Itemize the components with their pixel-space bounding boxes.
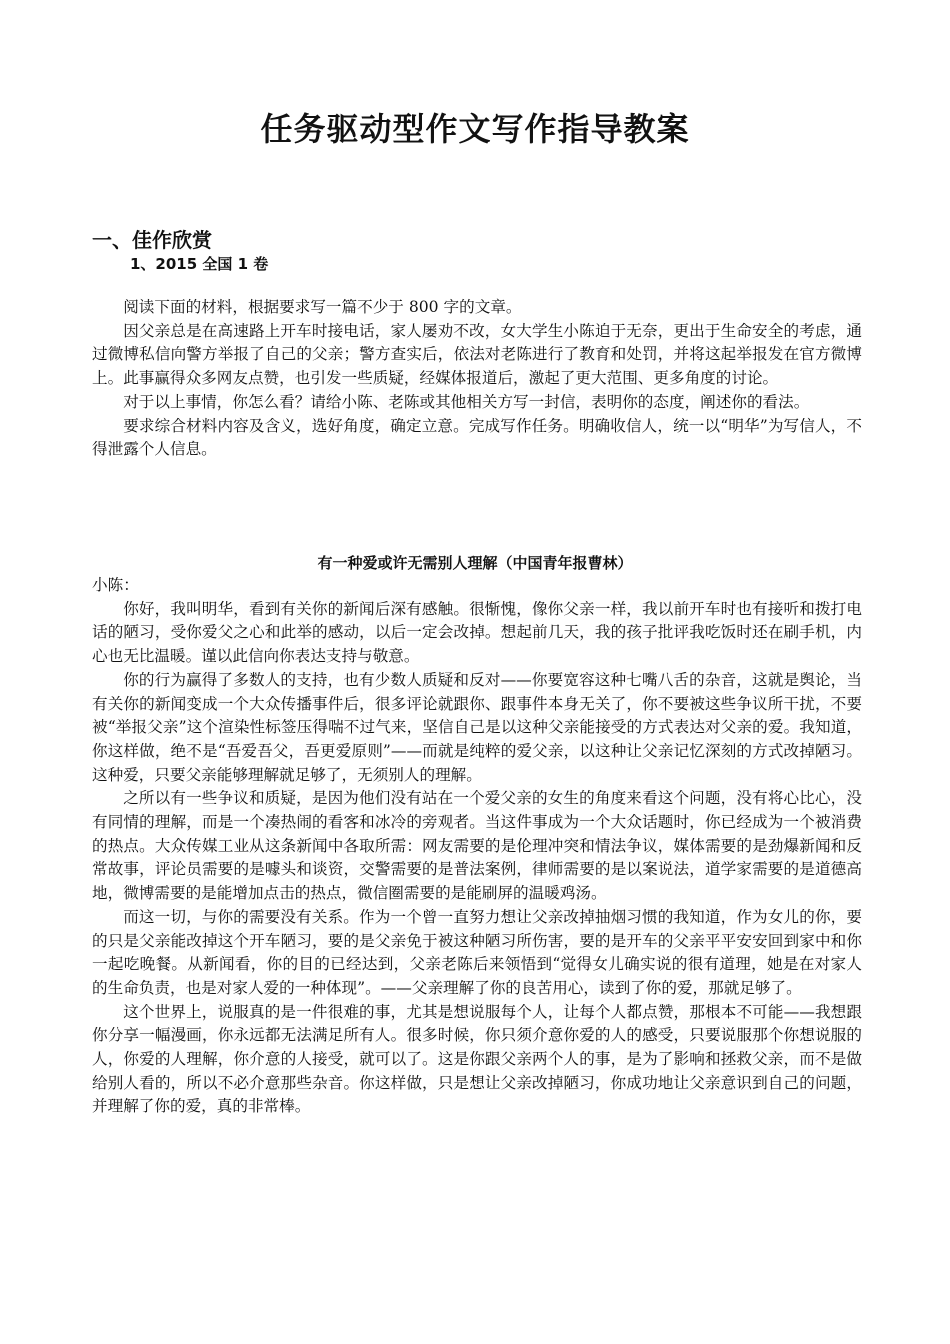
task-paragraph: 阅读下面的材料，根据要求写一篇不少于 800 字的文章。 xyxy=(123,298,522,316)
document-title: 任务驱动型作文写作指导教案 xyxy=(260,110,690,148)
letter-paragraph: 之所以有一些争议和质疑，是因为他们没有站在一个爱父亲的女生的角度来看这个问题，没有将心比心，没有同情的理解，而是一个凑热闹的看客和冰冷的旁观者。当这件事成为一个大众话题时，你已经成为一个被消费的热点。大众传媒工业从这条新闻中各取所需：网友需要的是伦理冲突和情法争议，媒体需要的是劲爆新闻和反常故事，评论员需要的是噱头和谈资，交警需要的是普法案例，律师需要的是以案说法，道学家需要的是道德高地，微博需要的是能增加点击的热点，微信圈需要的是能刷屏的温暖鸡汤。 xyxy=(92,789,862,903)
letter-paragraph: 你的行为赢得了多数人的支持，也有少数人质疑和反对——你要宽容这种七嘴八舌的杂音，这就是舆论，当有关你的新闻变成一个大众传播事件后，很多评论就跟你、跟事件本身无关了，你不要被这些争议所干扰，不要被“举报父亲”这个渲染性标签压得喘不过气来，坚信自己是以这种父亲能接受的方式表达对父亲的爱。我知道，你这样做，绝不是“吾爱吾父，吾更爱原则”——而就是纯粹的爱父亲，以这种让父亲记忆深刻的方式改掉陋习。这种爱，只要父亲能够理解就足够了，无须别人的理解。 xyxy=(92,670,862,784)
letter-paragraph: 而这一切，与你的需要没有关系。作为一个曾一直努力想让父亲改掉抽烟习惯的我知道，作为女儿的你，要的只是父亲能改掉这个开车陋习，要的是父亲免于被这种陋习所伤害，要的是开车的父亲平平安安回到家中和你一起吃晚餐。从新闻看，你的目的已经达到，父亲老陈后来领悟到“觉得女儿确实说的很有道理，她是在对家人的生命负责，也是对家人爱的一种体现”。——父亲理解了你的良苦用心，读到了你的爱，那就足够了。 xyxy=(92,907,862,997)
exam-subheading: 1、2015 全国 1 卷 xyxy=(130,255,269,273)
letter-paragraph: 这个世界上，说服真的是一件很难的事，尤其是想说服每个人，让每个人都点赞，那根本不可能——我想跟你分享一幅漫画，你永远都无法满足所有人。很多时候，你只须介意你爱的人的感受，只要说服那个你想说服的人，你爱的人理解，你介意的人接受，就可以了。这是你跟父亲两个人的事，是为了影响和拯救父亲，而不是做给别人看的，所以不必介意那些杂音。你这样做，只是想让父亲改掉陋习，你成功地让父亲意识到自己的问题，并理解了你的爱，真的非常棒。 xyxy=(92,1002,862,1116)
letter-paragraph: 你好，我叫明华，看到有关你的新闻后深有感触。很惭愧，像你父亲一样，我以前开车时也有接听和拨打电话的陋习，受你爱父之心和此举的感动，以后一定会改掉。想起前几天，我的孩子批评我吃饭时还在刷手机，内心也无比温暖。谨以此信向你表达支持与敬意。 xyxy=(92,599,862,666)
task-paragraph: 因父亲总是在高速路上开车时接电话，家人屡劝不改，女大学生小陈迫于无奈，更出于生命安全的考虑，通过微博私信向警方举报了自己的父亲；警方查实后，依法对老陈进行了教育和处罚，并将这起举报发在官方微博上。此事赢得众多网友点赞，也引发一些质疑，经媒体报道后，激起了更大范围、更多角度的讨论。 xyxy=(92,321,862,388)
letter-body xyxy=(92,574,862,1119)
task-paragraph: 要求综合材料内容及含义，选好角度，确定立意。完成写作任务。明确收信人，统一以“明华”为写信人，不得泄露个人信息。 xyxy=(92,416,862,459)
section-heading: 一、佳作欣赏 xyxy=(92,228,212,252)
essay-title: 有一种爱或许无需别人理解（中国青年报曹林） xyxy=(317,554,633,572)
letter-salutation: 小陈： xyxy=(92,576,139,594)
writing-task-block xyxy=(92,296,862,462)
task-paragraph: 对于以上事情，你怎么看？请给小陈、老陈或其他相关方写一封信，表明你的态度，阐述你的看法。 xyxy=(123,392,810,411)
